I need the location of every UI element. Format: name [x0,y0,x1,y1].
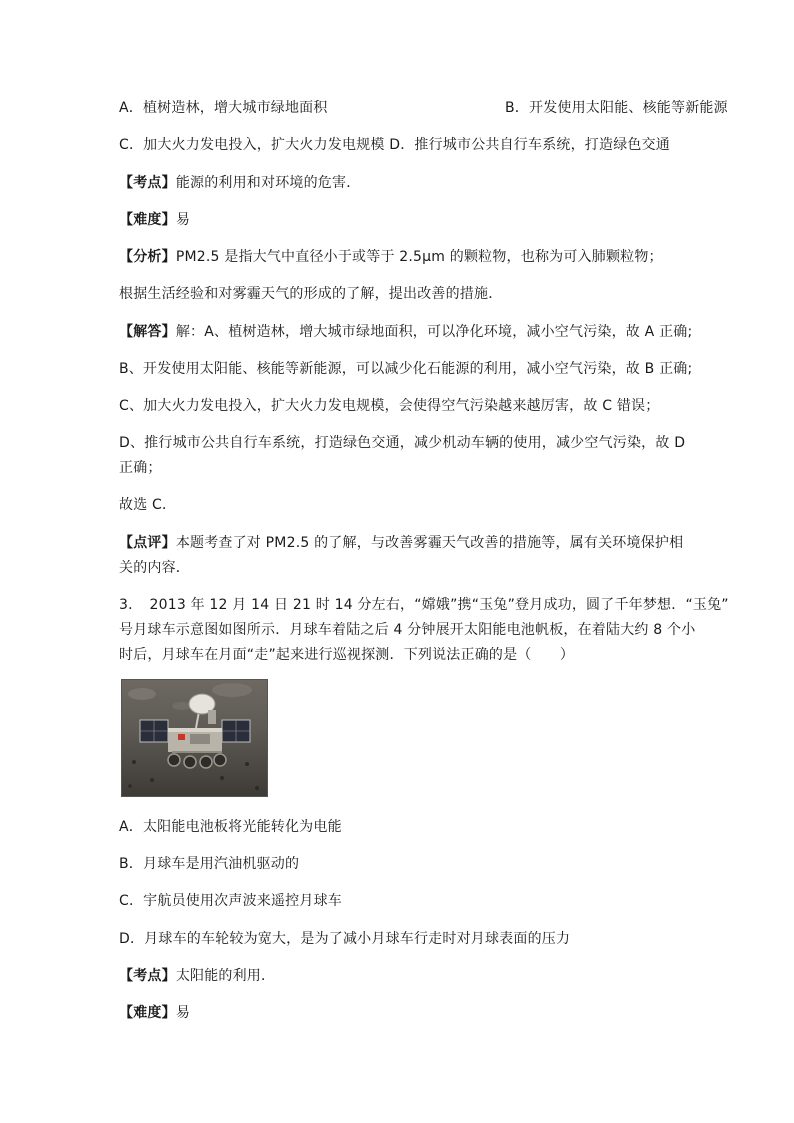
q3-option-c: C．宇航员使用次声波来遥控月球车 [119,893,342,909]
q2-option-b: B．开发使用太阳能、核能等新能源 [505,100,728,116]
nandu-text: 易 [175,1005,191,1021]
q2-jieda-3: C、加大火力发电投入，扩大火力发电规模，会使得空气污染越来越厉害，故 C 错误； [119,398,660,414]
q2-option-a: A．植树造林，增大城市绿地面积 [119,100,328,116]
kaodian-label: 【考点】 [119,175,176,191]
q3-nandu [119,1003,190,1023]
lunar-rover-photo [121,679,268,797]
nandu-text: 易 [175,212,191,228]
fenxi-text-1: PM2.5 是指大气中直径小于或等于 2.5μm 的颗粒物，也称为可入肺颗粒物； [175,249,663,265]
nandu-label: 【难度】 [119,212,176,228]
jieda-text-1: 解：A、植树造林，增大城市绿地面积，可以净化环境，减小空气污染，故 A 正确; [175,324,693,340]
nandu-label: 【难度】 [119,1005,176,1021]
q2-jieda-6: 故选 C． [119,497,177,513]
q3-option-b: B．月球车是用汽油机驱动的 [119,856,300,872]
dianping-text-1: 本题考查了对 PM2.5 的了解，与改善雾霾天气改善的措施等，属有关环境保护相 [175,535,684,551]
q2-option-row-ab [119,98,728,118]
fenxi-label: 【分析】 [119,249,176,265]
q3-stem-1: 3． 2013 年 12 月 14 日 21 时 14 分左右，“嫦娥”携“玉兔”登月成功，圆了千年梦想．“玉兔” [119,597,729,613]
q2-dianping-1 [119,533,683,553]
q2-jieda-1 [119,322,692,342]
q2-jieda-2: B、开发使用太阳能、核能等新能源，可以减少化石能源的利用，减小空气污染，故 B 正确; [119,361,693,377]
q3-option-d: D．月球车的车轮较为宽大，是为了减小月球车行走时对月球表面的压力 [119,931,571,947]
kaodian-text: 能源的利用和对环境的危害． [175,175,361,191]
q2-jieda-4: D、推行城市公共自行车系统，打造绿色交通，减少机动车辆的使用，减少空气污染，故 D [119,435,686,451]
q2-option-row-cd: C．加大火力发电投入，扩大火力发电规模 D．推行城市公共自行车系统，打造绿色交通 [119,137,671,153]
q3-kaodian [119,966,275,986]
q3-option-a: A．太阳能电池板将光能转化为电能 [119,819,342,835]
dianping-label: 【点评】 [119,535,176,551]
kaodian-text: 太阳能的利用． [175,968,276,984]
q3-stem-3: 时后，月球车在月面“走”起来进行巡视探测．下列说法正确的是（ ） [119,647,575,663]
q2-kaodian [119,173,360,193]
q2-fenxi-2: 根据生活经验和对雾霾天气的形成的了解，提出改善的措施． [119,286,503,302]
kaodian-label: 【考点】 [119,968,176,984]
jieda-label: 【解答】 [119,324,176,340]
q3-stem-2: 号月球车示意图如图所示．月球车着陆之后 4 分钟展开太阳能电池帆板，在着陆大约 8 个小 [119,622,696,638]
q2-fenxi-1 [119,247,663,267]
q2-dianping-2: 关的内容． [119,560,190,576]
q2-jieda-5: 正确； [119,460,162,476]
q2-nandu [119,210,190,230]
